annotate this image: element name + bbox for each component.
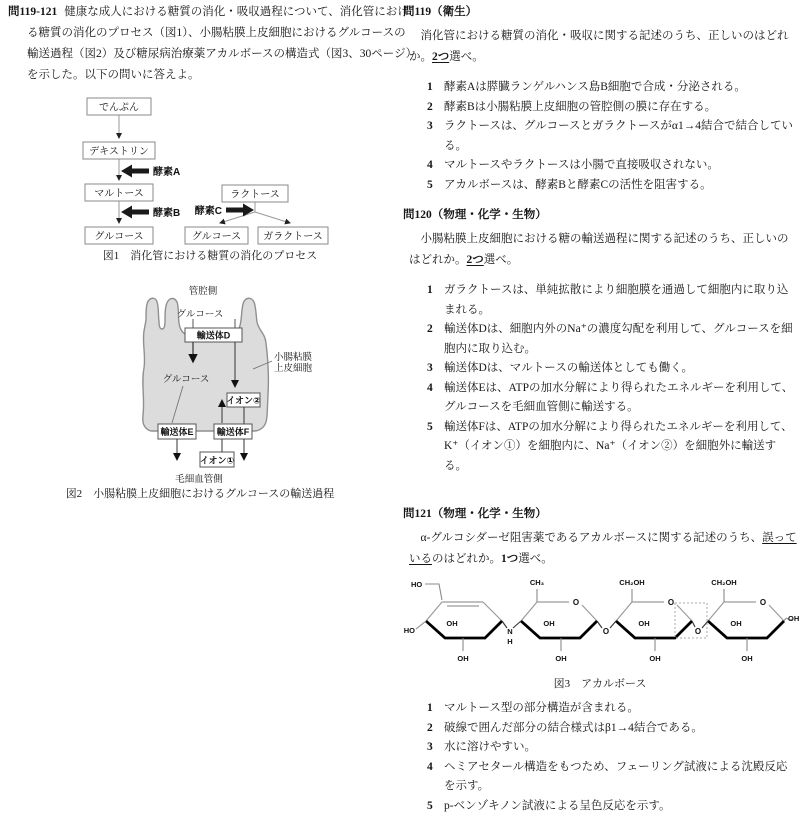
choice-text: ガラクトースは、単純拡散により細胞膜を通過して細胞内に取り込まれる。 <box>444 281 797 320</box>
question-120-body-post: 選べ。 <box>484 254 519 266</box>
question-121-number: 問121 <box>403 508 432 520</box>
ring-oxygen-label: O <box>573 598 579 607</box>
choice-item <box>427 699 797 719</box>
ion2-label: イオン② <box>226 396 260 406</box>
enzyme-b-arrow-icon <box>121 206 149 219</box>
ring-oxygen-label: O <box>760 598 766 607</box>
question-119-select-count: 2つ <box>432 51 449 63</box>
choice-item <box>427 78 797 98</box>
oh-label: OH <box>788 614 799 623</box>
question-121 <box>403 506 797 816</box>
choice-number: 1 <box>427 699 444 719</box>
choice-number: 4 <box>427 758 444 797</box>
question-120-body-text: 小腸粘膜上皮細胞における糖の輸送過程に関する記述のうち、正しいのはどれか。 <box>409 233 789 266</box>
transporter-d-label: 輸送体D <box>197 330 231 341</box>
right-column <box>403 0 797 816</box>
oh-label: OH <box>446 619 457 628</box>
choice-item <box>427 797 797 816</box>
question-120-category: （物理・化学・生物） <box>432 209 547 221</box>
choice-item <box>427 418 797 477</box>
choice-item <box>427 738 797 758</box>
question-120-body <box>409 229 797 271</box>
figure1-flowchart <box>60 94 360 250</box>
luminal-side-label: 管腔側 <box>189 285 218 297</box>
choice-text: 破線で囲んだ部分の結合様式はβ1→4結合である。 <box>444 719 797 739</box>
choice-item <box>427 156 797 176</box>
choice-text: ラクトースは、グルコースとガラクトースがα1→4結合で結合している。 <box>444 117 797 156</box>
choice-item <box>427 98 797 118</box>
oh-label: OH <box>638 619 649 628</box>
figure3-wrapper <box>403 574 797 691</box>
oh-label: OH <box>649 654 660 663</box>
choice-text: 水に溶けやすい。 <box>444 738 797 758</box>
oh-label: OH <box>730 619 741 628</box>
choice-text: 酵素Aは膵臓ランゲルハンス島B細胞で合成・分泌される。 <box>444 78 797 98</box>
choice-item <box>427 758 797 797</box>
enzyme-a-arrow-icon <box>121 165 149 178</box>
question-119-body-text: 消化管における糖質の消化・吸収に関する記述のうち、正しいのはどれか。 <box>409 30 789 63</box>
choice-item <box>427 281 797 320</box>
choice-number: 4 <box>427 156 444 176</box>
node-maltose-label: マルトース <box>94 189 144 200</box>
question-121-body <box>409 528 797 570</box>
choice-text: ヘミアセタール構造をもつため、フェーリング試液による沈殿反応を示す。 <box>444 758 797 797</box>
choice-text: マルトース型の部分構造が含まれる。 <box>444 699 797 719</box>
choice-text: マルトースやラクトースは小腸で直接吸収されない。 <box>444 156 797 176</box>
choice-number: 3 <box>427 117 444 156</box>
question-119-body-post: 選べ。 <box>449 51 484 63</box>
choice-number: 2 <box>427 98 444 118</box>
choice-item <box>427 379 797 418</box>
choice-item <box>427 117 797 156</box>
figure2-cell-diagram <box>60 273 360 485</box>
enzyme-c-arrow-icon <box>226 204 254 217</box>
oh-label: OH <box>543 619 554 628</box>
node-dextrin-label: デキストリン <box>89 146 149 158</box>
capillary-side-label: 毛細血管側 <box>175 473 223 485</box>
question-121-body-text: α-グルコシダーゼ阻害薬であるアカルボースに関する記述のうち、 <box>421 532 763 544</box>
question-121-body-mid: のはどれか。 <box>432 553 501 565</box>
glucose-inside-label: グルコース <box>163 374 210 385</box>
enzyme-b-label: 酵素B <box>153 206 180 219</box>
enzyme-a-label: 酵素A <box>153 165 180 178</box>
ch2oh-label: CH₂OH <box>711 578 736 587</box>
nh-h-label: H <box>507 637 512 646</box>
choice-item <box>427 359 797 379</box>
choice-text: 輸送体Eは、ATPの加水分解により得られたエネルギーを利用して、グルコースを毛細血管側に輸送する。 <box>444 379 797 418</box>
question-121-category: （物理・化学・生物） <box>432 508 547 520</box>
choice-item <box>427 719 797 739</box>
cell-annotation-line1: 小腸粘膜 <box>274 351 313 363</box>
choice-number: 5 <box>427 176 444 196</box>
choice-number: 2 <box>427 719 444 739</box>
choice-number: 5 <box>427 797 444 816</box>
choice-text: 輸送体Dは、細胞内外のNa⁺の濃度勾配を利用して、グルコースを細胞内に取り込む。 <box>444 320 797 359</box>
question-119-header <box>403 4 797 21</box>
figure3-caption: 図3 アカルボース <box>403 677 797 691</box>
glucose-top-label: グルコース <box>177 309 224 320</box>
node-glucose-label: グルコース <box>94 231 143 243</box>
question-120-choices <box>427 281 797 476</box>
ring-oxygen-label: O <box>668 598 674 607</box>
intro-paragraph <box>8 2 415 86</box>
ho-label: HO <box>404 626 415 635</box>
glycosidic-oxygen-label: O <box>603 627 609 636</box>
ion1-label: イオン① <box>200 456 234 466</box>
node-galactose-label: ガラクトース <box>263 231 323 243</box>
figure3-acarbose-structure <box>403 574 799 671</box>
choice-number: 4 <box>427 379 444 418</box>
cell-annotation-line2: 上皮細胞 <box>274 362 313 374</box>
question-121-choices <box>427 699 797 816</box>
question-119-category: （衛生） <box>431 6 477 18</box>
node-glucose2-label: グルコース <box>192 231 241 243</box>
question-119-body <box>409 26 797 68</box>
choice-text: アカルボースは、酵素Bと酵素Cの活性を阻害する。 <box>444 176 797 196</box>
question-121-body-post: 選べ。 <box>518 553 553 565</box>
ho-label: HO <box>411 580 422 589</box>
enzyme-c-label: 酵素C <box>195 204 222 217</box>
flow-line-lactose-glucose <box>220 212 255 223</box>
oh-label: OH <box>457 654 468 663</box>
ch3-label: CH₃ <box>530 578 545 587</box>
flow-line-lactose-galactose <box>255 212 290 223</box>
node-lactose-label: ラクトース <box>230 189 280 201</box>
figure2-caption: 図2 小腸粘膜上皮細胞におけるグルコースの輸送過程 <box>20 487 380 501</box>
question-120-number: 問120 <box>403 209 432 221</box>
choice-number: 2 <box>427 320 444 359</box>
oh-label: OH <box>741 654 752 663</box>
choice-number: 5 <box>427 418 444 477</box>
question-119-choices <box>427 78 797 195</box>
question-120-header <box>403 207 797 224</box>
question-121-wrong-emphasis: 誤っている <box>409 532 797 565</box>
node-starch-label: でんぷん <box>99 102 139 114</box>
glycosidic-oxygen-label: O <box>695 627 701 636</box>
choice-number: 1 <box>427 78 444 98</box>
intro-question-range: 問119-121 <box>8 6 64 18</box>
choice-text: 輸送体Dは、マルトースの輸送体としても働く。 <box>444 359 797 379</box>
choice-text: 輸送体Fは、ATPの加水分解により得られたエネルギーを利用して、K⁺（イオン①）を細胞内に、Na⁺（イオン②）を細胞外に輸送する。 <box>444 418 797 477</box>
transporter-e-label: 輸送体E <box>160 426 193 437</box>
choice-text: p-ベンゾキノン試液による呈色反応を示す。 <box>444 797 797 816</box>
choice-number: 3 <box>427 738 444 758</box>
question-120-select-count: 2つ <box>467 254 484 266</box>
ch2oh-label: CH₂OH <box>619 578 644 587</box>
choice-text: 酵素Bは小腸粘膜上皮細胞の管腔側の膜に存在する。 <box>444 98 797 118</box>
choice-number: 1 <box>427 281 444 320</box>
question-121-select-count: 1つ <box>501 553 518 565</box>
question-119-number: 問119 <box>403 6 431 18</box>
question-121-header <box>403 506 797 523</box>
choice-item <box>427 176 797 196</box>
figure1-caption: 図1 消化管における糖質の消化のプロセス <box>55 249 365 263</box>
intro-text: 健康な成人における糖質の消化・吸収過程について、消化管における糖質の消化のプロセス（図1）、小腸粘膜上皮細胞におけるグルコースの輸送過程（図2）及び糖尿病治療薬アカルボースの構造式（図3、30ページ）を示した。以下の問いに答えよ。 <box>27 6 411 81</box>
question-120 <box>403 207 797 476</box>
question-119 <box>403 4 797 195</box>
nh-n-label: N <box>507 627 512 636</box>
choice-number: 3 <box>427 359 444 379</box>
transporter-f-label: 輸送体F <box>217 426 250 437</box>
choice-item <box>427 320 797 359</box>
oh-label: OH <box>555 654 566 663</box>
